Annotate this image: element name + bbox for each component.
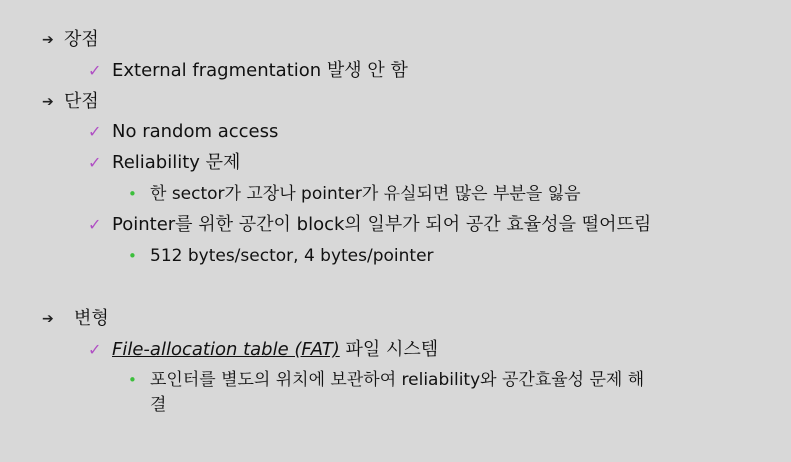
cons-item-3-text: Pointer를 위한 공간이 block의 일부가 되어 공간 효율성을 떨어뜨림 <box>112 214 652 235</box>
variant-item <box>88 340 438 361</box>
cons-item-3 <box>88 215 651 236</box>
variant-item-sub-text: 포인터를 별도의 위치에 보관하여 reliability와 공간효율성 문제 해 <box>150 370 645 390</box>
check-icon: ✓ <box>88 340 102 359</box>
fat-term: File-allocation table (FAT) <box>112 339 340 360</box>
check-icon: ✓ <box>88 61 102 80</box>
heading-variant-text: 변형 <box>74 308 109 329</box>
heading-cons <box>42 92 99 113</box>
cons-item-2-text: Reliability 문제 <box>112 152 241 173</box>
variant-item-sub-cont-text: 결 <box>150 395 167 415</box>
pros-item <box>88 61 408 82</box>
dot-bullet-icon: • <box>128 247 137 265</box>
heading-pros <box>42 30 99 51</box>
variant-item-sub-cont <box>150 396 166 416</box>
pros-item-text: External fragmentation 발생 안 함 <box>112 60 408 81</box>
arrow-bullet-icon: ➔ <box>42 94 54 110</box>
variant-item-text: 파일 시스템 <box>339 339 439 360</box>
cons-item-2-sub-text: 한 sector가 고장나 pointer가 유실되면 많은 부분을 잃음 <box>150 184 581 204</box>
cons-item-2 <box>88 153 240 174</box>
cons-item-3-sub <box>128 247 434 267</box>
check-icon: ✓ <box>88 153 102 172</box>
heading-variant <box>42 309 109 330</box>
arrow-bullet-icon: ➔ <box>42 32 54 48</box>
cons-item-1 <box>88 122 278 143</box>
heading-pros-text: 장점 <box>64 29 99 50</box>
check-icon: ✓ <box>88 215 102 234</box>
check-icon: ✓ <box>88 122 102 141</box>
variant-item-sub <box>128 371 644 391</box>
heading-cons-text: 단점 <box>64 91 99 112</box>
cons-item-2-sub <box>128 185 581 205</box>
cons-item-3-sub-text: 512 bytes/sector, 4 bytes/pointer <box>150 246 434 266</box>
dot-bullet-icon: • <box>128 371 137 389</box>
cons-item-1-text: No random access <box>112 121 279 142</box>
arrow-bullet-icon: ➔ <box>42 311 54 327</box>
dot-bullet-icon: • <box>128 185 137 203</box>
